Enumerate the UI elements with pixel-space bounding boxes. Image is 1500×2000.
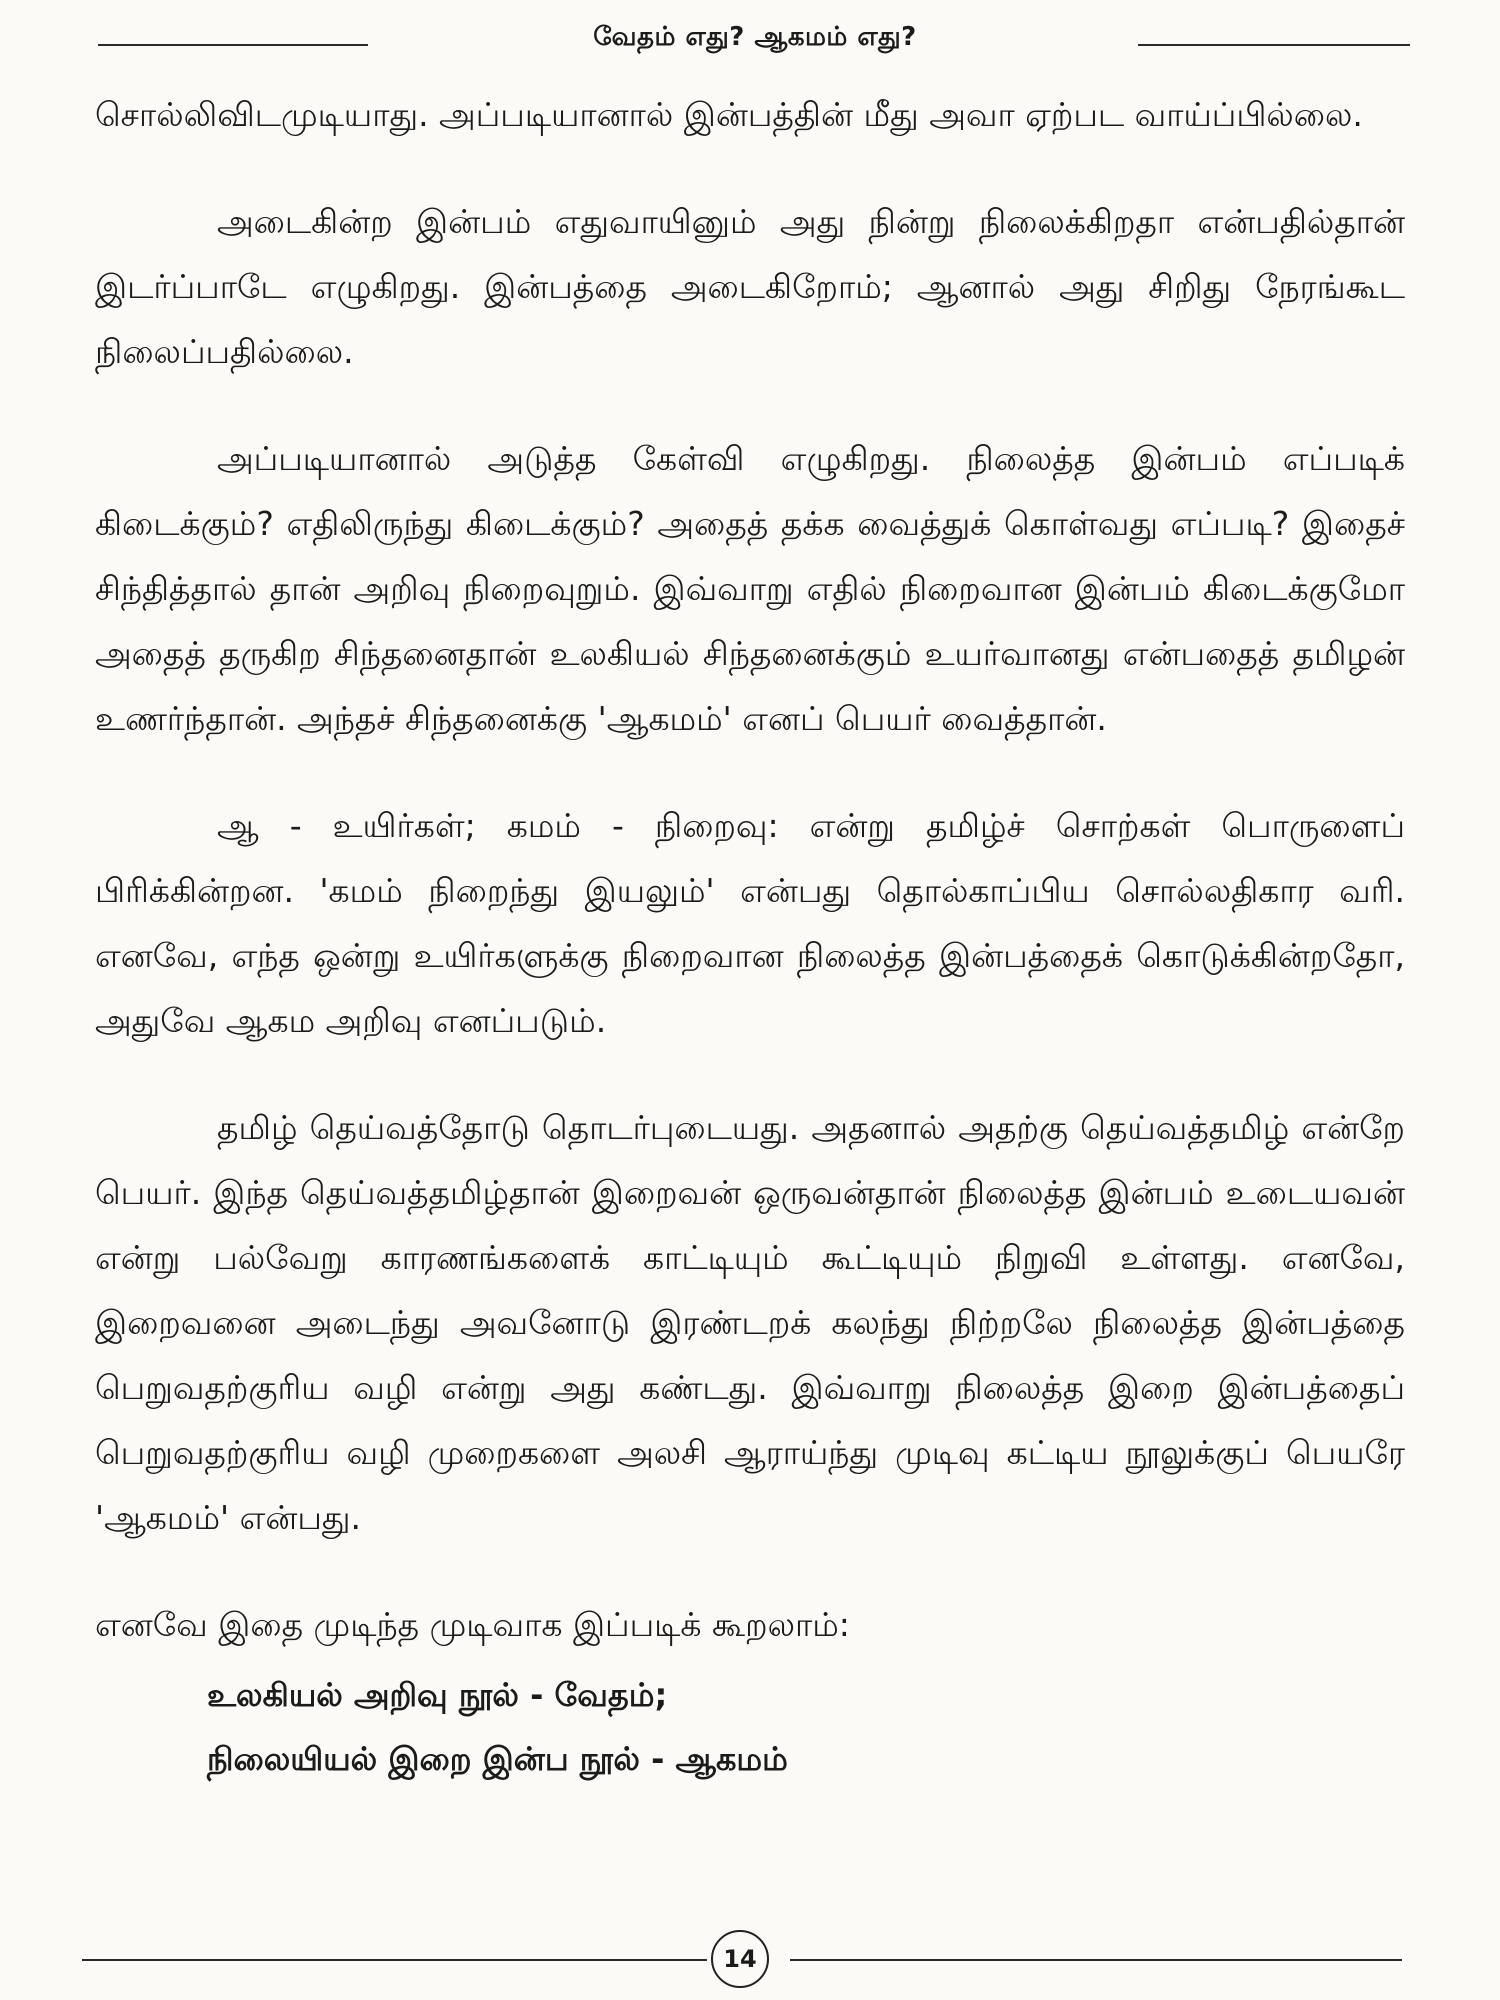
conclusion-intro: எனவே இதை முடிந்த முடிவாக இப்படிக் கூறலாம்: [95, 1605, 850, 1644]
definition-list [95, 1663, 1405, 1791]
running-header-title: வேதம் எது? ஆகமம் எது? [593, 22, 917, 52]
paragraph: அப்படியானால் அடுத்த கேள்வி எழுகிறது. நிலைத்த இன்பம் எப்படிக் கிடைக்கும்? எதிலிருந்து கிடைக்கும்? அதைத் தக்க வைத்துக் கொள்வது எப்படி? இதைச் சிந்தித்தால் தான் அறிவு நிறைவுறும். இவ்வாறு எதில் நிறைவான இன்பம் கிடைக்குமோ அதைத் தருகிற சிந்தனைதான் உலகியல் சிந்தனைக்கும் உயர்வானது என்பதைத் தமிழன் உணர்ந்தான். அந்தச் சிந்தனைக்கு 'ஆகமம்' எனப் பெயர் வைத்தான். [95, 439, 1405, 738]
footer-rule-right [790, 1959, 1402, 1961]
paragraph: ஆ - உயிர்கள்; கமம் - நிறைவு: என்று தமிழ்ச் சொற்கள் பொருளைப் பிரிக்கின்றன. 'கமம் நிறைந்து இயலும்' என்பது தொல்காப்பிய சொல்லதிகார வரி. எனவே, எந்த ஒன்று உயிர்களுக்கு நிறைவான நிலைத்த இன்பத்தைக் கொடுக்கின்றதோ, அதுவே ஆகம அறிவு எனப்படும். [95, 806, 1405, 1040]
footer-rule-left [82, 1959, 707, 1961]
page-number: 14 [711, 1930, 769, 1988]
paragraph-continuation: சொல்லிவிடமுடியாது. அப்படியானால் இன்பத்தின் மீது அவா ஏற்பட வாய்ப்பில்லை. [95, 95, 1363, 134]
header-rule-left [98, 44, 368, 46]
header-rule-right [1138, 44, 1410, 46]
definition-agamam: நிலையியல் இறை இன்ப நூல் - ஆகமம் [207, 1740, 788, 1778]
definition-vedam: உலகியல் அறிவு நூல் - வேதம்; [207, 1676, 668, 1714]
page-body [95, 82, 1405, 1791]
paragraph: அடைகின்ற இன்பம் எதுவாயினும் அது நின்று நிலைக்கிறதா என்பதில்தான் இடர்ப்பாடே எழுகிறது. இன்பத்தை அடைகிறோம்; ஆனால் அது சிறிது நேரங்கூட நிலைப்பதில்லை. [95, 202, 1405, 371]
paragraph: தமிழ் தெய்வத்தோடு தொடர்புடையது. அதனால் அதற்கு தெய்வத்தமிழ் என்றே பெயர். இந்த தெய்வத்தமிழ்தான் இறைவன் ஒருவன்தான் நிலைத்த இன்பம் உடையவன் என்று பல்வேறு காரணங்களைக் காட்டியும் கூட்டியும் நிறுவி உள்ளது. எனவே, இறைவனை அடைந்து அவனோடு இரண்டறக் கலந்து நிற்றலே நிலைத்த இன்பத்தை பெறுவதற்குரிய வழி என்று அது கண்டது. இவ்வாறு நிலைத்த இறை இன்பத்தைப் பெறுவதற்குரிய வழி முறைகளை அலசி ஆராய்ந்து முடிவு கட்டிய நூலுக்குப் பெயரே 'ஆகமம்' என்பது. [95, 1108, 1405, 1537]
